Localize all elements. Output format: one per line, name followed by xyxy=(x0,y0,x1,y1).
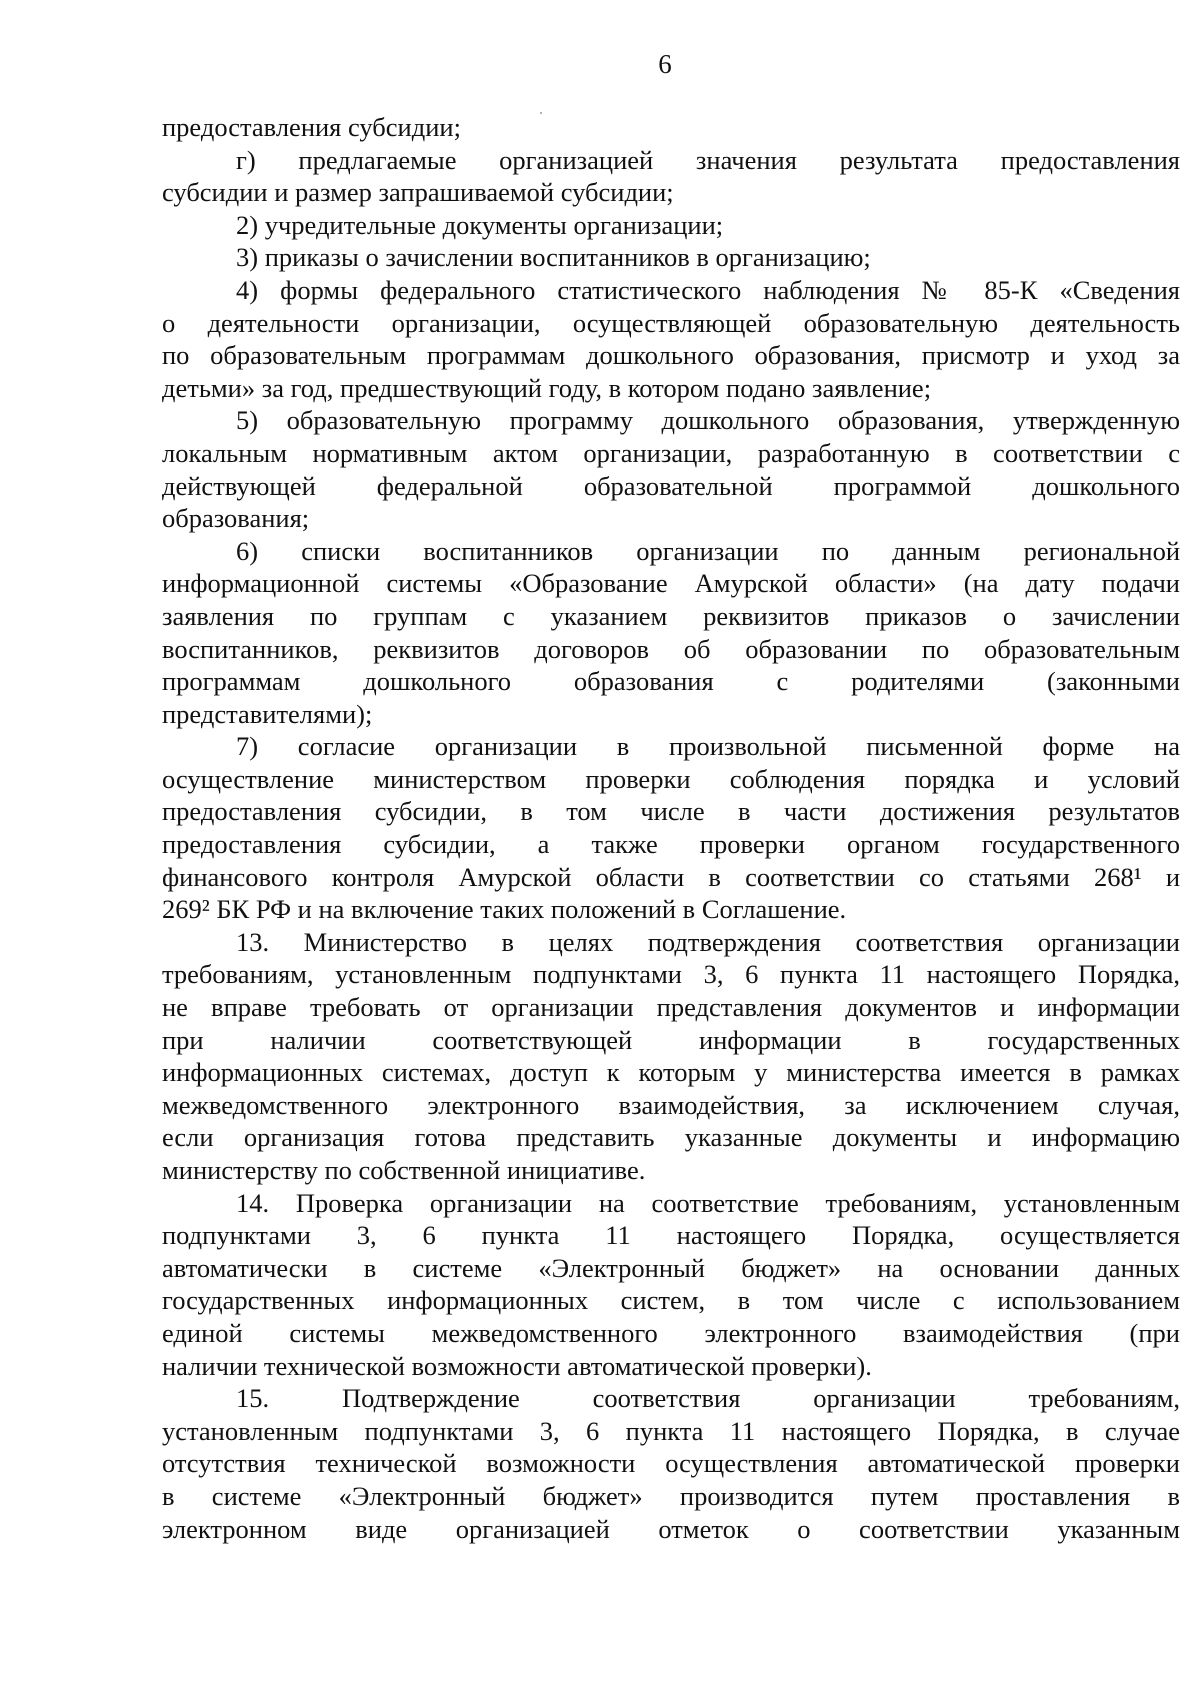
text-line: если организация готова представить указанные документы и информацию xyxy=(162,1122,1180,1153)
text-line: локальным нормативным актом организации, разработанную в соответствии с xyxy=(162,437,1180,468)
text-line: электронном виде организацией отметок о соответствии указанным xyxy=(162,1513,1180,1544)
text-line: осуществление министерством проверки соблюдения порядка и условий xyxy=(162,763,1180,794)
text-line: 3) приказы о зачислении воспитанников в организацию; xyxy=(236,242,871,273)
text-line: образования; xyxy=(162,503,310,534)
text-line: программам дошкольного образования с родителями (законными xyxy=(162,666,1180,697)
text-line: 6) списки воспитанников организации по данным региональной xyxy=(236,535,1180,566)
text-line: 13. Министерство в целях подтверждения соответствия организации xyxy=(236,926,1180,957)
text-line: 7) согласие организации в произвольной письменной форме на xyxy=(236,731,1180,762)
text-line: требованиям, установленным подпунктами 3, 6 пункта 11 настоящего Порядка, xyxy=(162,959,1180,990)
text-line: не вправе требовать от организации представления документов и информации xyxy=(162,992,1180,1023)
text-line: отсутствия технической возможности осуществления автоматической проверки xyxy=(162,1448,1180,1479)
text-line: при наличии соответствующей информации в государственных xyxy=(162,1024,1180,1055)
text-line: предоставления субсидии, а также проверки органом государственного xyxy=(162,829,1180,860)
text-line: 15. Подтверждение соответствия организации требованиям, xyxy=(236,1383,1180,1414)
text-line: действующей федеральной образовательной программой дошкольного xyxy=(162,470,1180,501)
text-line: предоставления субсидии, в том числе в части достижения результатов xyxy=(162,796,1180,827)
text-line: 2) учредительные документы организации; xyxy=(236,209,724,240)
text-line: государственных информационных систем, в том числе с использованием xyxy=(162,1285,1180,1316)
text-line: подпунктами 3, 6 пункта 11 настоящего Порядка, осуществляется xyxy=(162,1220,1180,1251)
text-line: установленным подпунктами 3, 6 пункта 11 настоящего Порядка, в случае xyxy=(162,1415,1180,1446)
text-line: единой системы межведомственного электронного взаимодействия (при xyxy=(162,1317,1180,1348)
text-line: о деятельности организации, осуществляющей образовательную деятельность xyxy=(162,307,1180,338)
page-number: 6 xyxy=(658,49,672,79)
text-line: наличии технической возможности автоматической проверки). xyxy=(162,1350,872,1381)
text-line: 4) формы федерального статистического наблюдения № 85-К «Сведения xyxy=(236,274,1180,305)
text-line: в системе «Электронный бюджет» производится путем проставления в xyxy=(162,1480,1180,1511)
text-line: г) предлагаемые организацией значения результата предоставления xyxy=(236,144,1180,175)
text-line: 5) образовательную программу дошкольного образования, утвержденную xyxy=(236,405,1180,436)
text-line: межведомственного электронного взаимодействия, за исключением случая, xyxy=(162,1089,1180,1120)
text-line: автоматически в системе «Электронный бюджет» на основании данных xyxy=(162,1252,1180,1283)
text-line: 14. Проверка организации на соответствие требованиям, установленным xyxy=(236,1187,1180,1218)
document-body xyxy=(162,111,1180,1545)
text-line: по образовательным программам дошкольного образования, присмотр и уход за xyxy=(162,340,1180,371)
text-line: информационной системы «Образование Амурской области» (на дату подачи xyxy=(162,568,1180,599)
text-line: 269² БК РФ и на включение таких положений в Соглашение. xyxy=(162,894,847,925)
text-line: информационных системах, доступ к которым у министерства имеется в рамках xyxy=(162,1057,1180,1088)
text-line: представителями); xyxy=(162,698,373,729)
text-line: субсидии и размер запрашиваемой субсидии; xyxy=(162,177,674,208)
text-line: министерству по собственной инициативе. xyxy=(162,1155,646,1185)
text-line: воспитанников, реквизитов договоров об образовании по образовательным xyxy=(162,633,1180,664)
text-line: финансового контроля Амурской области в соответствии со статьями 268¹ и xyxy=(162,861,1180,892)
text-line: предоставления субсидии; xyxy=(162,112,461,142)
text-line: детьми» за год, предшествующий году, в котором подано заявление; xyxy=(162,372,932,403)
text-line: заявления по группам с указанием реквизитов приказов о зачислении xyxy=(162,600,1180,631)
